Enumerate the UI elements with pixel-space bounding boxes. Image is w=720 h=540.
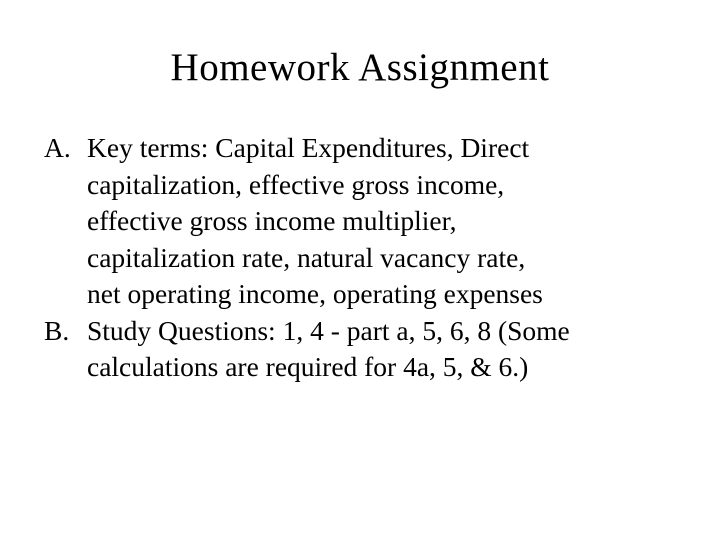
list-item-b [44,313,704,386]
item-text-line: capitalization rate, natural vacancy rate, [87,241,526,273]
list-marker: B. [44,314,70,346]
list-marker: A. [44,132,71,163]
slide-title: Homework Assignment [170,46,550,89]
item-text-line: Key terms: Capital Expenditures, Direct [87,132,530,163]
item-text-line: effective gross income multiplier, [87,205,457,236]
item-text-line: net operating income, operating expenses [87,278,543,309]
item-text-line: calculations are required for 4a, 5, & 6.) [87,351,529,382]
item-text-line: capitalization, effective gross income, [87,168,505,200]
item-text-line: Study Questions: 1, 4 - part a, 5, 6, 8 (Some [87,314,570,346]
list-item-a [44,130,704,313]
assignment-list [44,130,704,386]
